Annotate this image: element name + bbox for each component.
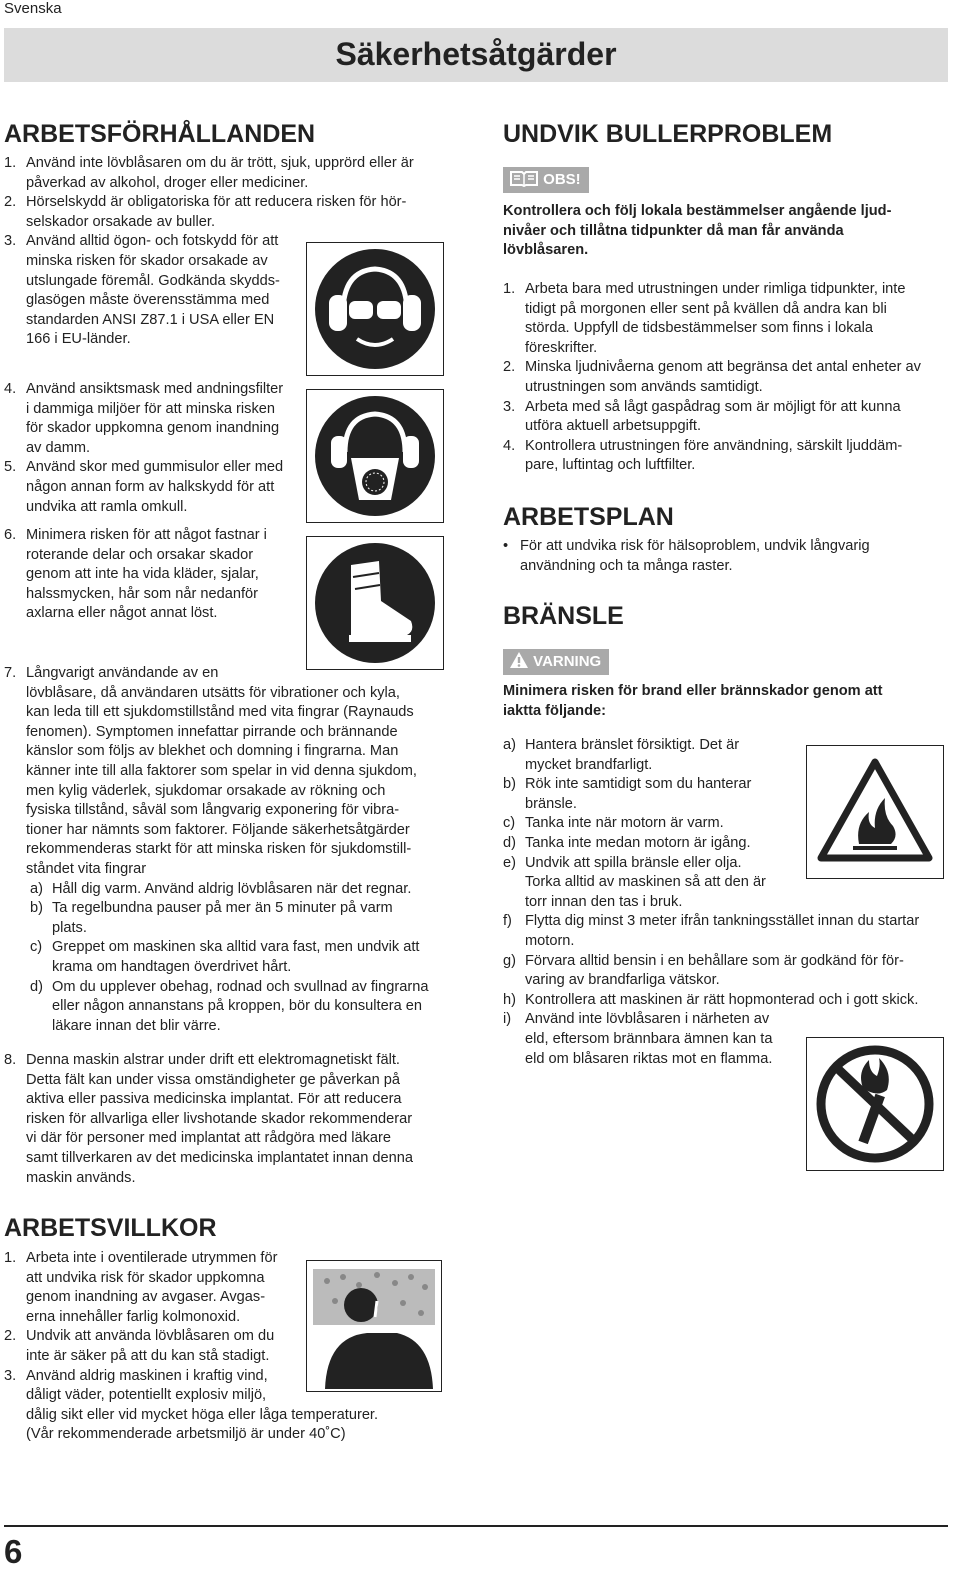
item-line: Kontrollera utrustningen före användning, särskilt ljuddäm- — [525, 437, 903, 454]
item-line: Greppet om maskinen ska alltid vara fast, men undvik att — [52, 939, 420, 956]
item-number: h) — [503, 991, 516, 1008]
item-line: 166 i EU-länder. — [26, 331, 131, 348]
list-item-6-block — [4, 526, 304, 624]
heading-bransle: BRÄNSLE — [503, 602, 624, 630]
item-line: eld, eftersom brännbara ämnen kan ta — [525, 1030, 773, 1047]
item-number: g) — [503, 952, 516, 969]
item-line: utföra aktuell arbetsuppgift. — [525, 418, 702, 435]
item-line: utrustningen som används samtidigt. — [525, 378, 763, 395]
item-number: f) — [503, 913, 512, 930]
item-line: fenomen). Symptomen innefattar pirrande och brännande — [26, 723, 398, 740]
item-line: varing av brandfarliga vätskor. — [525, 972, 720, 989]
item-line: känslor som följs av blekhet och domning i fingrarna. Man — [26, 743, 399, 760]
item-line: Ta regelbundna pauser på mer än 5 minuter på varm — [52, 900, 393, 917]
heading-undvik-bullerproblem: UNDVIK BULLERPROBLEM — [503, 120, 833, 148]
item-number: 8. — [4, 1052, 17, 1068]
respirator-mask-icon — [307, 390, 443, 522]
item-line: läkare innan det blir värre. — [52, 1017, 221, 1034]
item-line: Minska ljudnivåerna genom att begränsa det antal enheter av — [525, 359, 921, 376]
item-line: Detta fält kan under vissa omständigheter ge påverkan på — [26, 1071, 400, 1088]
buller-note — [503, 202, 943, 261]
note-line: Minimera risken för brand eller brännskador genom att — [503, 683, 883, 699]
item-line: dålig sikt eller vid mycket höga eller låga temperaturer. — [26, 1406, 379, 1423]
list-item — [4, 380, 304, 458]
item-line: kan leda till ett sjukdomstillstånd med vita fingrar (Raynauds — [26, 704, 414, 721]
item-line: fysiska tillstånd, såväl som långvarig exponering för vibra- — [26, 802, 400, 819]
sub-list-item — [4, 938, 474, 977]
item-number: a) — [503, 737, 516, 753]
item-line: plats. — [52, 919, 87, 936]
warning-triangle-icon — [509, 651, 529, 669]
page-number: 6 — [4, 1533, 23, 1570]
heading-arbetsvillkor: ARBETSVILLKOR — [4, 1214, 217, 1242]
item-line: Rök inte samtidigt som du hanterar — [525, 776, 752, 793]
item-line: känner inte till alla faktorer som spelar in vid denna sjukdom, — [26, 762, 417, 779]
item-line: roterande delar och orsakar skador — [26, 546, 254, 563]
item-line: Använd alltid ögon- och fotskydd för att — [26, 233, 279, 250]
item-number: 2. — [4, 194, 17, 211]
item-number: 2. — [4, 1328, 17, 1345]
note-line: lövblåsaren. — [503, 242, 589, 259]
item-number: 5. — [4, 459, 17, 476]
item-number: i) — [503, 1011, 512, 1028]
item-line: Håll dig varm. Använd aldrig lövblåsaren när det regnar. — [52, 880, 412, 897]
item-number: 2. — [503, 359, 516, 376]
item-line: Kontrollera att maskinen är rätt hopmonterad och i gott skick. — [525, 991, 919, 1008]
item-line: Torka alltid av maskinen så att den är — [525, 874, 766, 891]
item-line: (Vår rekommenderade arbetsmiljö är under 40˚C) — [26, 1426, 346, 1443]
item-line: halssmycken, hår som når nedanför — [26, 585, 258, 602]
item-number: 7. — [4, 665, 17, 681]
item-line: Tanka inte när motorn är varm. — [525, 815, 724, 832]
goggles-earmuffs-icon — [307, 243, 443, 375]
obs-tag — [503, 167, 589, 193]
item-line: För att undvika risk för hälsoproblem, undvik långvarig — [520, 538, 870, 554]
note-line: nivåer och tillåtna tidpunkter då man får använda — [503, 222, 844, 239]
item-line: maskin används. — [26, 1169, 136, 1186]
toxic-fumes-icon — [307, 1261, 441, 1391]
item-number: 3. — [4, 1367, 17, 1384]
item-line: risken för allvarliga eller livshotande skador rekommenderar — [26, 1110, 413, 1127]
no-open-flame-icon — [807, 1038, 943, 1170]
item-line: Undvik att använda lövblåsaren om du — [26, 1328, 275, 1345]
item-number: c) — [30, 939, 43, 956]
heading-arbetsforhallanden: ARBETSFÖRHÅLLANDEN — [4, 120, 316, 148]
item-number: b) — [503, 776, 516, 793]
item-line: krama om handtagen överdrivet hårt. — [52, 958, 292, 975]
warning-tag — [503, 649, 609, 675]
sub-list-item — [4, 978, 474, 1037]
item-line: aktiva eller passiva medicinska implantat. För att reducera — [26, 1091, 402, 1108]
toxic-fumes-sign — [306, 1260, 442, 1392]
note-line: Kontrollera och följ lokala bestämmelser angående ljud- — [503, 203, 892, 219]
item-line: vi där för personer med implantat att rådgöra med läkare — [26, 1130, 392, 1147]
item-line: dåligt väder, potentiellt explosiv miljö, — [26, 1387, 267, 1404]
item-line: samt tillverkaren av det medicinska implantatet innan denna — [26, 1149, 413, 1166]
item-line: föreskrifter. — [525, 339, 598, 356]
item-number: d) — [30, 978, 43, 995]
item-line: tidigt på morgonen eller sent på kvällen då andra kan bli — [525, 300, 887, 317]
item-line: Denna maskin alstrar under drift ett elektromagnetiskt fält. — [26, 1052, 400, 1068]
list-item — [503, 358, 948, 397]
item-line: för skador uppkomna genom inandning — [26, 420, 280, 437]
item-line: Hörselskydd är obligatoriska för att reducera risken för hör- — [26, 194, 407, 211]
item-line: Använd aldrig maskinen i kraftig vind, — [26, 1367, 268, 1384]
obs-badge — [503, 167, 589, 193]
list-item — [503, 398, 948, 437]
item-line: motorn. — [525, 932, 575, 949]
item-line: Arbeta inte i oventilerade utrymmen för — [26, 1250, 278, 1266]
item-line: Tanka inte medan motorn är igång. — [525, 834, 751, 851]
item-line: att undvika risk för skador uppkomna — [26, 1269, 265, 1286]
item-line: Flytta dig minst 3 meter ifrån tankningsstället innan du startar — [525, 913, 920, 930]
item-line: Arbeta bara med utrustningen under rimliga tidpunkter, inte — [525, 281, 906, 297]
book-info-icon — [509, 169, 539, 187]
note-line: iaktta följande: — [503, 702, 606, 719]
item-number: 3. — [503, 398, 516, 415]
item-line: bränsle. — [525, 795, 577, 812]
item-line: genom inandning av avgaser. Avgas- — [26, 1289, 266, 1306]
item-number: 6. — [4, 527, 17, 543]
item-line: Använd inte lövblåsaren om du är trött, sjuk, upprörd eller är — [26, 155, 414, 171]
item-number: 4. — [503, 437, 516, 454]
item-number: 1. — [4, 155, 17, 171]
item-line: eld om blåsaren riktas mot en flamma. — [525, 1050, 773, 1067]
heading-arbetsplan: ARBETSPLAN — [503, 503, 674, 531]
list-item — [503, 280, 948, 358]
list-item — [503, 952, 950, 991]
list-item — [503, 537, 948, 576]
item-line: inte är säker på att du kan stå stadigt. — [26, 1347, 270, 1364]
arbetsplan-bullet — [503, 537, 948, 576]
item-line: selskador orsakade av buller. — [26, 213, 216, 230]
item-line: någon annan form av halkskydd för att — [26, 478, 275, 495]
item-line: pare, luftintag och luftfilter. — [525, 457, 696, 474]
item-line: genom att inte ha vida kläder, sjalar, — [26, 566, 259, 583]
sub-list-item — [4, 880, 474, 900]
item-line: eller någon annanstans på kroppen, bör du konsultera en — [52, 998, 422, 1015]
list-item — [503, 991, 950, 1011]
item-line: Långvarigt användande av en — [26, 665, 219, 681]
list-items-4-5 — [4, 380, 304, 517]
no-open-flame-sign — [806, 1037, 944, 1171]
item-line: undvika att ramla omkull. — [26, 498, 188, 515]
safety-boot-icon — [307, 537, 443, 669]
item-line: Undvik att spilla bränsle eller olja. — [525, 854, 742, 871]
item-line: lövblåsare, då användaren utsätts för vibrationer och kyla, — [26, 684, 400, 701]
item-number: 1. — [503, 281, 516, 297]
item-line: Använd inte lövblåsaren i närheten av — [525, 1011, 770, 1028]
item-line: men kylig väderlek, sjukdomar orsakade av rökning och — [26, 782, 386, 799]
item-line: Om du upplever obehag, rodnad och svullnad av fingrarna — [52, 978, 429, 995]
item-line: minska risken för skador orsakade av — [26, 252, 268, 269]
list-item — [503, 912, 950, 951]
item-number: b) — [30, 900, 43, 917]
item-line: tioner har nämnts som faktorer. Följande säkerhetsåtgärder — [26, 821, 410, 838]
flammable-icon — [807, 746, 943, 878]
item-line: ståndet vita fingrar — [26, 860, 147, 877]
item-number: a) — [30, 880, 43, 897]
list-item-8-block — [4, 1051, 474, 1188]
item-line: standarden ANSI Z87.1 i USA eller EN — [26, 311, 275, 328]
item-line: i dammiga miljöer för att minska risken — [26, 400, 275, 417]
buller-list — [503, 280, 948, 476]
bransle-note — [503, 682, 943, 721]
item-number: d) — [503, 834, 516, 851]
item-line: Hantera bränslet försiktigt. Det är — [525, 737, 740, 753]
warning-badge — [503, 649, 609, 675]
language-label: Svenska — [4, 0, 62, 17]
warning-label: VARNING — [533, 653, 602, 670]
item-line: rekommenderas starkt för att minska risken för sjukdomstill- — [26, 841, 412, 858]
obs-label: OBS! — [543, 171, 581, 188]
page-title: Säkerhetsåtgärder — [335, 36, 617, 72]
list-item — [4, 526, 304, 624]
item-line: torr innan den tas i bruk. — [525, 893, 683, 910]
item-number: 4. — [4, 381, 17, 397]
item-number: c) — [503, 815, 516, 832]
bullet: • — [503, 538, 509, 554]
item-line: axlarna eller något annat löst. — [26, 605, 218, 622]
list-item — [4, 458, 304, 517]
item-line: utslungade föremål. Godkända skydds- — [26, 272, 280, 289]
flammable-sign — [806, 745, 944, 879]
list-item — [4, 154, 464, 193]
item-number: 3. — [4, 233, 17, 250]
safety-boot-sign — [306, 536, 444, 670]
item-line: Arbeta med så lågt gaspådrag som är möjligt för att kunna — [525, 398, 901, 415]
item-line: erna innehåller farlig kolmonoxid. — [26, 1308, 241, 1325]
item-line: av damm. — [26, 439, 91, 456]
list-item-7-block — [4, 664, 474, 1036]
item-number: e) — [503, 854, 516, 871]
sub-list-item — [4, 899, 474, 938]
list-item — [4, 1051, 474, 1188]
title-banner — [4, 28, 948, 82]
footer-rule — [4, 1525, 948, 1527]
list-item — [503, 437, 948, 476]
item-line: störda. Uppfyll de tidsbestämmelser som finns i lokala — [525, 320, 873, 337]
item-number: 1. — [4, 1250, 17, 1266]
item-line: Använd ansiktsmask med andningsfilter — [26, 381, 284, 397]
item-line: påverkad av alkohol, droger eller mediciner. — [26, 174, 309, 191]
item-line: mycket brandfarligt. — [525, 756, 653, 773]
item-line: Använd skor med gummisulor eller med — [26, 459, 284, 476]
item-line: Minimera risken för att något fastnar i — [26, 527, 267, 543]
item-line: användning och ta många raster. — [520, 557, 733, 574]
list-item — [4, 193, 464, 232]
list-item — [4, 664, 474, 880]
item-line: glasögen måste överensstämma med — [26, 292, 270, 309]
item-line: Förvara alltid bensin i en behållare som är godkänd för för- — [525, 952, 904, 969]
respirator-mask-sign — [306, 389, 444, 523]
goggles-earmuffs-sign — [306, 242, 444, 376]
